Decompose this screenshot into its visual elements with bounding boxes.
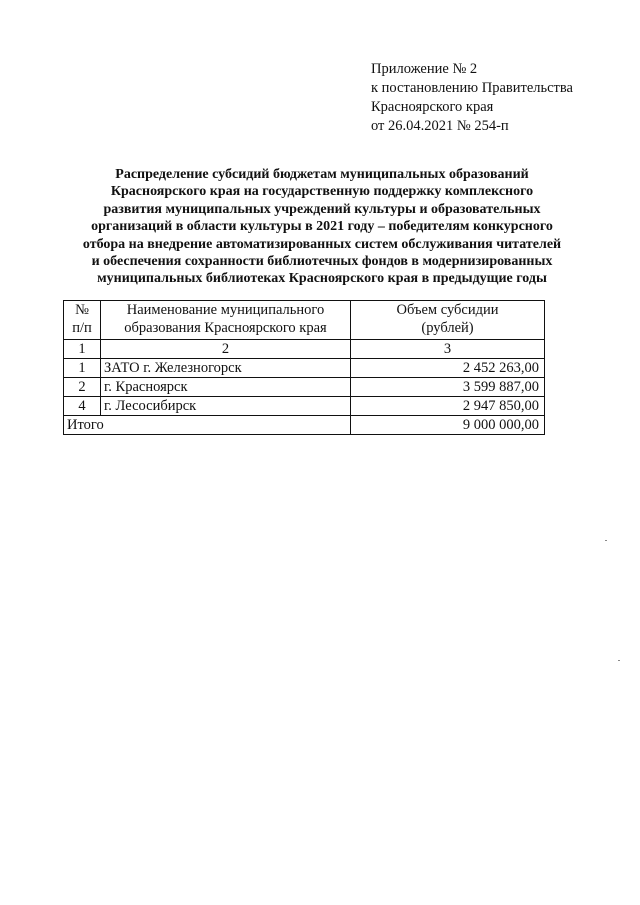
header-num-line1: № <box>75 302 89 318</box>
row-num-cell: 2 <box>64 378 101 397</box>
appendix-resolution-line: к постановлению Правительства <box>371 80 573 96</box>
column-number-cell: 1 <box>64 340 101 359</box>
scan-speck <box>618 660 620 661</box>
title-line: и обеспечения сохранности библиотечных фондов в модернизированных <box>91 254 553 270</box>
total-row <box>64 416 545 435</box>
table-header-row <box>64 301 545 340</box>
header-amount-cell <box>351 301 545 340</box>
appendix-header <box>371 60 573 136</box>
header-name-cell <box>101 301 351 340</box>
table-row <box>64 359 545 378</box>
title-line: отбора на внедрение автоматизированных систем обслуживания читателей <box>82 236 562 252</box>
row-name-cell: ЗАТО г. Железногорск <box>101 359 351 378</box>
column-number-cell: 2 <box>101 340 351 359</box>
table-row <box>64 378 545 397</box>
title-line: муниципальных библиотеках Красноярского края в предыдущие годы <box>97 271 547 287</box>
subsidy-table <box>63 300 545 435</box>
header-amount-line2: (рублей) <box>421 320 474 336</box>
header-num-cell <box>64 301 101 340</box>
header-num-line2: п/п <box>72 320 92 336</box>
row-num-cell: 4 <box>64 397 101 416</box>
title-line: организаций в области культуры в 2021 году – победителям конкурсного <box>91 219 553 235</box>
appendix-number: Приложение № 2 <box>371 61 478 77</box>
row-name-cell: г. Красноярск <box>101 378 351 397</box>
appendix-date-line: от 26.04.2021 № 254-п <box>371 118 509 134</box>
table-row <box>64 397 545 416</box>
row-num-cell: 1 <box>64 359 101 378</box>
row-amount-cell: 2 947 850,00 <box>351 397 545 416</box>
document-title <box>62 166 582 288</box>
total-label-cell: Итого <box>64 416 351 435</box>
column-number-cell: 3 <box>351 340 545 359</box>
appendix-region-line: Красноярского края <box>371 99 494 115</box>
column-number-row <box>64 340 545 359</box>
header-amount-line1: Объем субсидии <box>396 302 499 318</box>
title-line: Красноярского края на государственную поддержку комплексного <box>110 184 534 200</box>
total-amount-cell: 9 000 000,00 <box>351 416 545 435</box>
scan-speck <box>605 540 607 541</box>
row-name-cell: г. Лесосибирск <box>101 397 351 416</box>
title-line: Распределение субсидий бюджетам муниципальных образований <box>115 167 529 182</box>
header-name-line1: Наименование муниципального <box>126 302 325 318</box>
row-amount-cell: 2 452 263,00 <box>351 359 545 378</box>
row-amount-cell: 3 599 887,00 <box>351 378 545 397</box>
header-name-line2: образования Красноярского края <box>124 320 327 336</box>
title-line: развития муниципальных учреждений культуры и образовательных <box>103 201 541 217</box>
